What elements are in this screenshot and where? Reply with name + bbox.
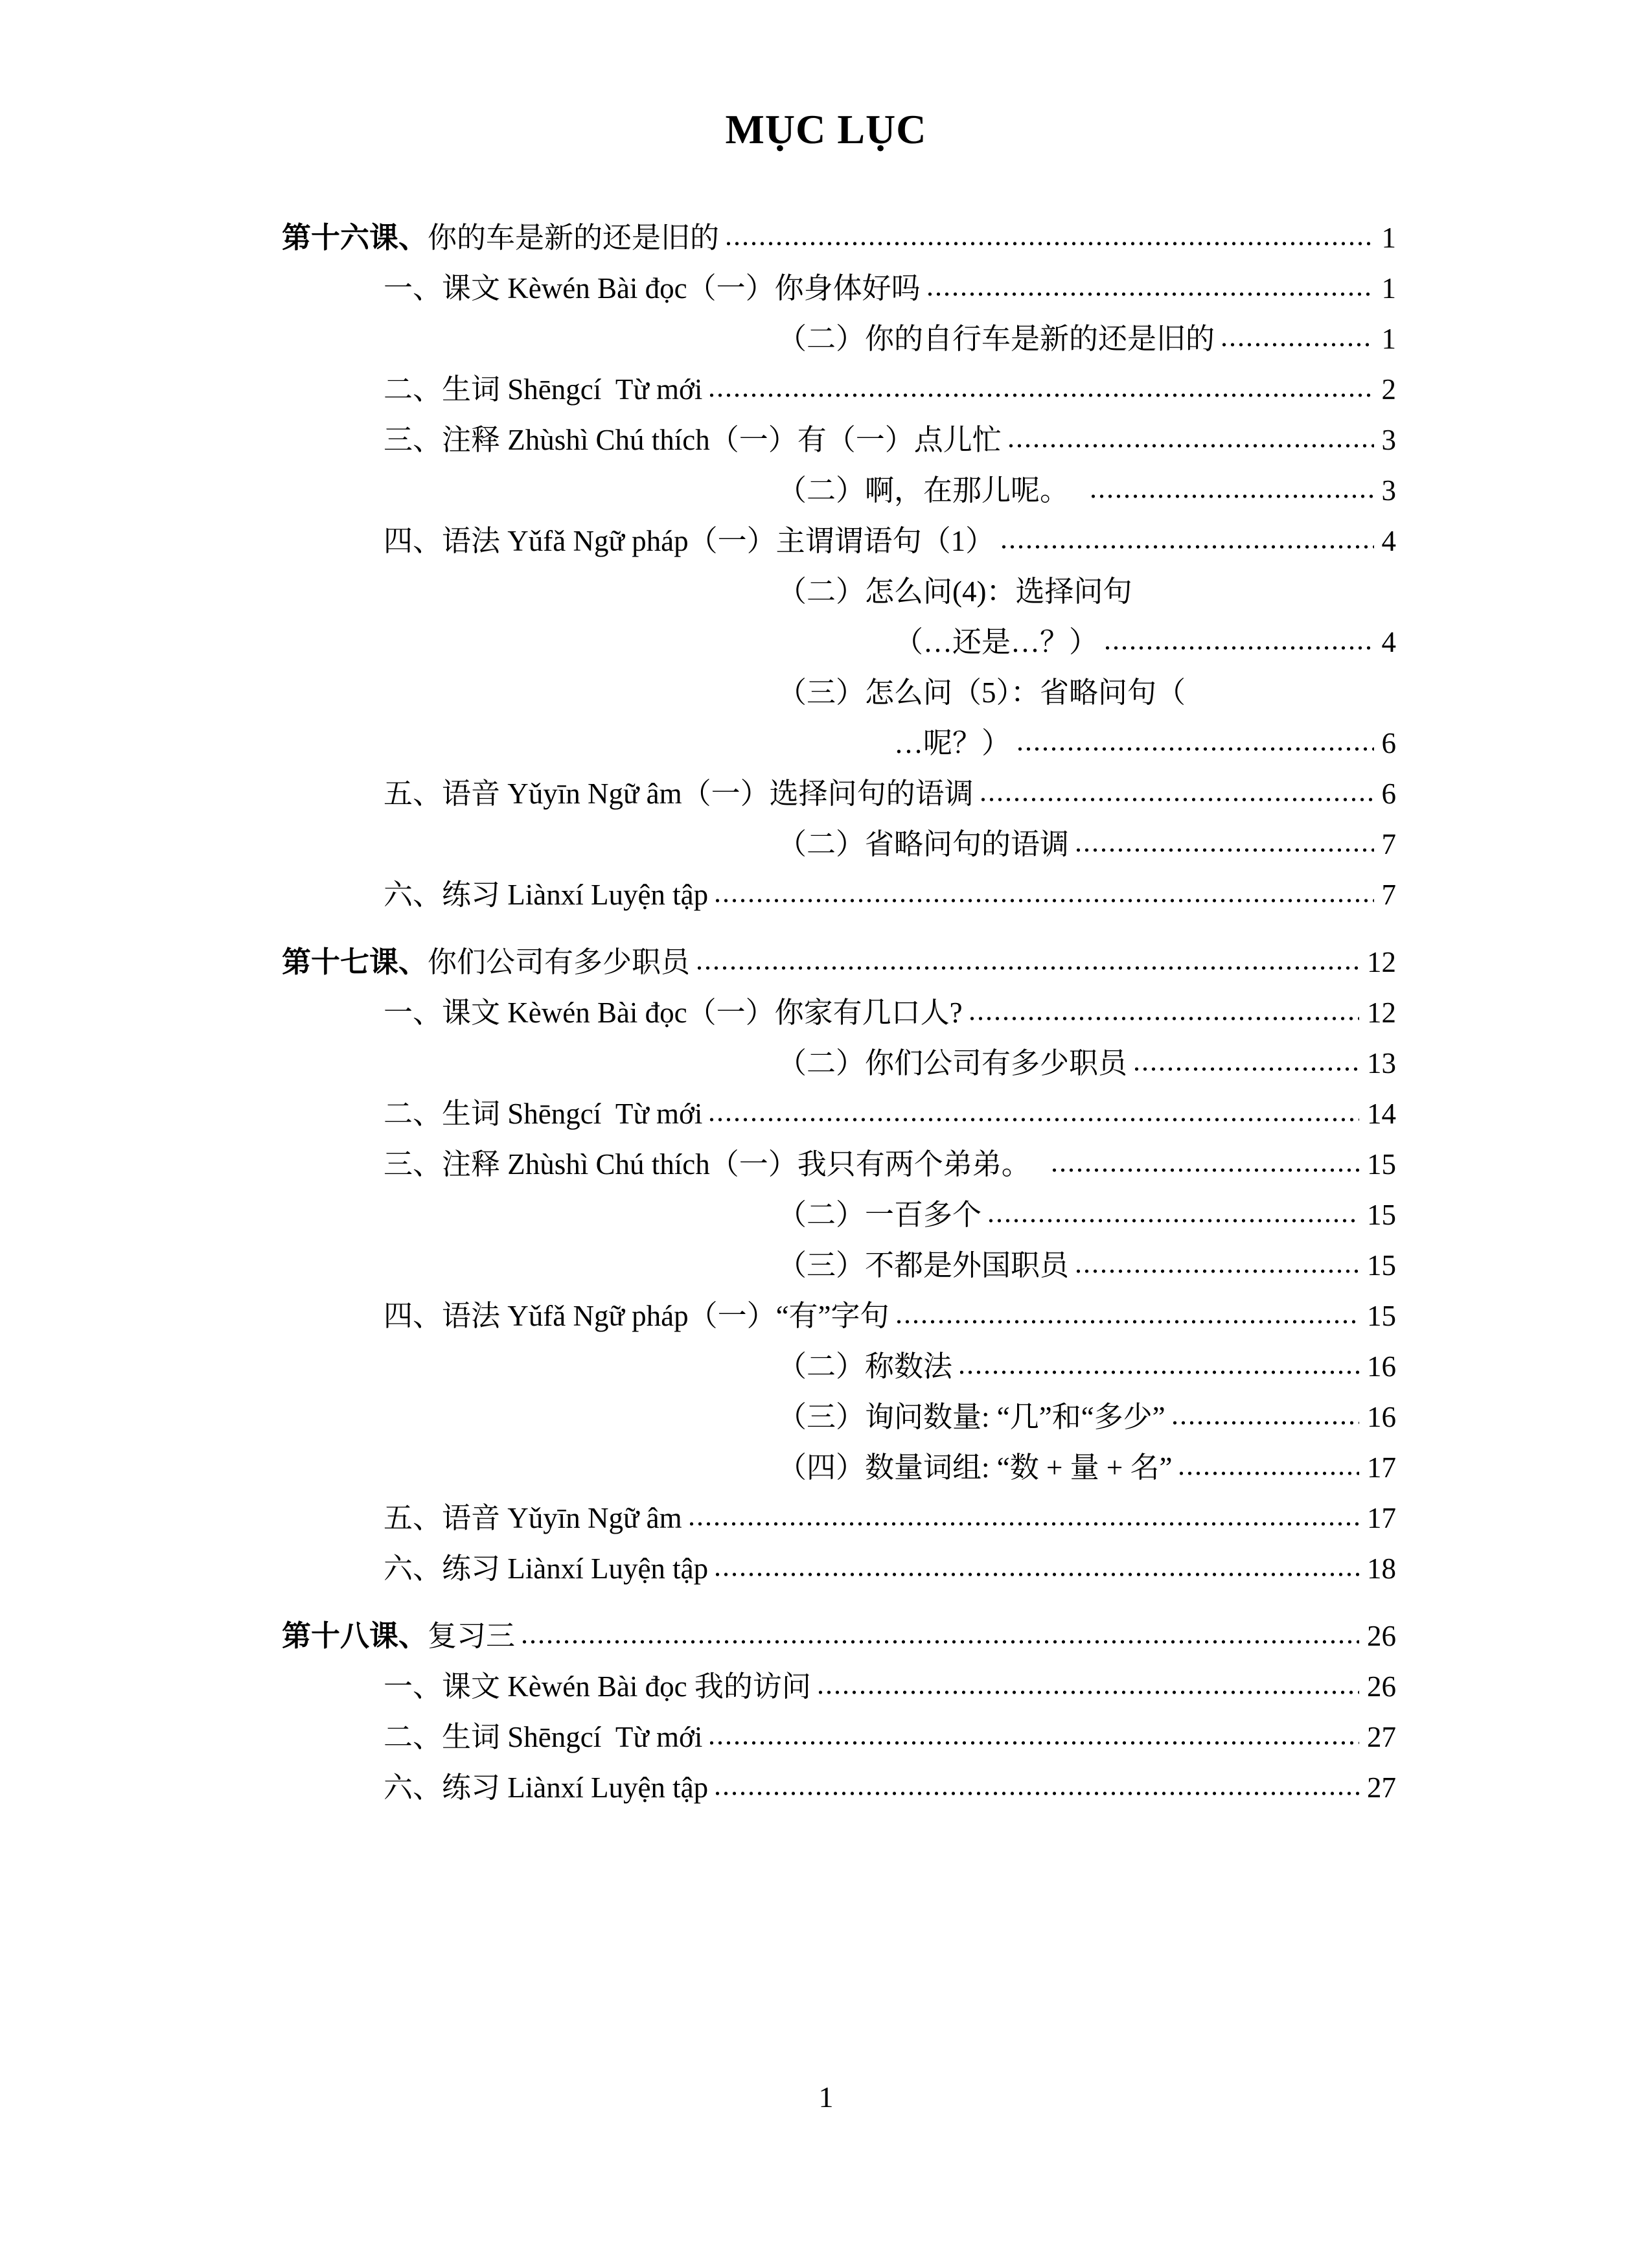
toc-entry-text: 四、语法 Yǔfǎ Ngữ pháp（一）主谓谓语句（1） [384, 525, 995, 557]
toc-entry-text: 二、生词 Shēngcí Từ mới [384, 373, 703, 406]
dot-leader [1050, 1168, 1359, 1174]
toc-entry-text: 复习三 [428, 1620, 516, 1652]
toc-entry-row [0, 1442, 1652, 1493]
toc-entry-text: 你的车是新的还是旧的 [428, 222, 720, 254]
toc-entry-row [0, 1190, 1652, 1240]
dot-leader [713, 1572, 1359, 1578]
toc-entry-row [0, 1139, 1652, 1190]
toc-entry-row [0, 1543, 1652, 1594]
toc-entry-row [0, 415, 1652, 465]
toc-entry-row [0, 1089, 1652, 1139]
toc-entry-row [0, 516, 1652, 566]
dot-leader [1220, 342, 1373, 349]
dot-leader [713, 898, 1373, 905]
toc-entry-row [0, 819, 1652, 870]
toc-page-number: 3 [1381, 424, 1396, 456]
toc-entry-row [0, 987, 1652, 1038]
toc-entry-text: （二）你们公司有多少职员 [777, 1047, 1128, 1079]
toc-page-number: 6 [1381, 727, 1396, 759]
dot-leader [707, 1740, 1359, 1747]
toc-entry-text: 六、练习 Liànxí Luyện tập [384, 1771, 709, 1804]
toc-entry-text: 一、课文 Kèwén Bài đọc 我的访问 [384, 1670, 811, 1703]
dot-leader [926, 292, 1374, 298]
dot-leader [816, 1690, 1359, 1696]
toc-entry-text: 你们公司有多少职员 [428, 946, 691, 978]
toc-page-number: 1 [1381, 272, 1396, 305]
toc-entry-text: （四）数量词组: “数 + 量 + 名” [777, 1451, 1173, 1484]
footer-page-number: 1 [818, 2080, 834, 2114]
toc-entry-row [0, 1661, 1652, 1712]
toc-entry-text: （二）省略问句的语调 [777, 828, 1070, 860]
dot-leader [1103, 645, 1373, 652]
toc-entry-text: （二）一百多个 [777, 1199, 982, 1231]
dot-leader [1074, 1269, 1359, 1275]
toc-entry-row [0, 1240, 1652, 1291]
toc-entry-text: …呢？） [894, 727, 1011, 759]
toc-entry-row [0, 617, 1652, 667]
toc-page-number: 27 [1367, 1771, 1396, 1804]
toc-entry-row [0, 566, 1652, 617]
table-of-contents [0, 213, 1652, 1813]
toc-entry-row [0, 1392, 1652, 1442]
toc-entry-text: （三）怎么问（5）：省略问句（ [777, 676, 1186, 709]
dot-leader [979, 797, 1374, 803]
page-title: MỤC LỤC [725, 106, 927, 152]
toc-chapter-row [0, 213, 1652, 263]
toc-entry-text: 六、练习 Liànxí Luyện tập [384, 1552, 709, 1585]
dot-leader [713, 1791, 1359, 1797]
toc-page-number: 4 [1381, 525, 1396, 557]
dot-leader [520, 1639, 1359, 1646]
toc-page-number: 12 [1367, 946, 1396, 978]
dot-leader [1007, 443, 1374, 450]
toc-page-number: 15 [1367, 1300, 1396, 1332]
toc-page-number: 1 [1381, 323, 1396, 355]
toc-page-number: 4 [1381, 626, 1396, 658]
toc-page-number: 14 [1367, 1098, 1396, 1130]
toc-entry-text: 一、课文 Kèwén Bài đọc（一）你家有几口人? [384, 997, 963, 1029]
toc-entry-row [0, 870, 1652, 920]
toc-chapter-row [0, 937, 1652, 987]
toc-page-number: 16 [1367, 1401, 1396, 1433]
toc-entry-row [0, 718, 1652, 768]
toc-page-number: 26 [1367, 1620, 1396, 1652]
toc-page-number: 1 [1381, 222, 1396, 254]
toc-entry-row [0, 1038, 1652, 1089]
toc-page-number: 7 [1381, 879, 1396, 911]
toc-entry-row [0, 1712, 1652, 1762]
dot-leader [724, 241, 1373, 248]
toc-entry-text: 二、生词 Shēngcí Từ mới [384, 1721, 703, 1753]
toc-entry-text: 五、语音 Yǔyīn Ngữ âm [384, 1502, 682, 1534]
dot-leader [1177, 1471, 1359, 1477]
toc-page-number: 12 [1367, 997, 1396, 1029]
dot-leader [1074, 847, 1373, 854]
toc-entry-row [0, 1762, 1652, 1813]
dot-leader [1132, 1066, 1359, 1073]
toc-page-number: 6 [1381, 778, 1396, 810]
dot-leader [707, 1117, 1359, 1124]
toc-entry-text: （三）不都是外国职员 [777, 1249, 1070, 1282]
toc-page-number: 7 [1381, 828, 1396, 860]
toc-entry-text: 三、注释 Zhùshì Chú thích（一）我只有两个弟弟。 [384, 1148, 1046, 1181]
toc-chapter-row [0, 1611, 1652, 1661]
chapter-label: 第十六课、 [282, 222, 428, 254]
toc-page-number: 16 [1367, 1350, 1396, 1383]
toc-entry-row [0, 465, 1652, 516]
dot-leader [968, 1016, 1359, 1022]
toc-page-number: 2 [1381, 373, 1396, 406]
chapter-label: 第十八课、 [282, 1620, 428, 1652]
toc-page [0, 106, 1652, 2247]
toc-page-number: 26 [1367, 1670, 1396, 1703]
toc-entry-text: （二）啊，在那儿呢。 [777, 474, 1084, 507]
toc-entry-text: 三、注释 Zhùshì Chú thích（一）有（一）点儿忙 [384, 424, 1002, 456]
toc-page-number: 17 [1367, 1502, 1396, 1534]
toc-entry-text: （二）怎么问(4)：选择问句 [777, 575, 1132, 608]
toc-entry-row [0, 263, 1652, 314]
dot-leader [1089, 494, 1374, 500]
toc-entry-text: 六、练习 Liànxí Luyện tập [384, 879, 709, 911]
toc-entry-row [0, 1291, 1652, 1341]
toc-entry-row [0, 1493, 1652, 1543]
toc-entry-text: 一、课文 Kèwén Bài đọc（一）你身体好吗 [384, 272, 921, 305]
dot-leader [1000, 544, 1373, 551]
dot-leader [895, 1319, 1359, 1326]
dot-leader [958, 1370, 1359, 1376]
toc-entry-text: 四、语法 Yǔfǎ Ngữ pháp（一）“有”字句 [384, 1300, 889, 1332]
toc-page-number: 18 [1367, 1552, 1396, 1585]
toc-page-number: 13 [1367, 1047, 1396, 1079]
toc-entry-text: （二）称数法 [777, 1350, 953, 1383]
toc-entry-row [0, 768, 1652, 819]
dot-leader [1186, 696, 1396, 702]
toc-page-number: 27 [1367, 1721, 1396, 1753]
toc-entry-row [0, 364, 1652, 415]
toc-entry-text: 五、语音 Yǔyīn Ngữ âm（一）选择问句的语调 [384, 778, 974, 810]
chapter-label: 第十七课、 [282, 946, 428, 978]
toc-entry-text: （二）你的自行车是新的还是旧的 [777, 323, 1215, 355]
toc-entry-row [0, 1341, 1652, 1392]
toc-page-number: 3 [1381, 474, 1396, 507]
toc-entry-row [0, 314, 1652, 364]
toc-entry-row [0, 667, 1652, 718]
dot-leader [1171, 1420, 1359, 1427]
dot-leader [695, 965, 1359, 972]
toc-page-number: 17 [1367, 1451, 1396, 1484]
dot-leader [987, 1218, 1359, 1225]
dot-leader [1016, 746, 1373, 753]
dot-leader [687, 1521, 1359, 1528]
toc-entry-text: 二、生词 Shēngcí Từ mới [384, 1098, 703, 1130]
dot-leader [707, 393, 1373, 399]
toc-entry-text: （三）询问数量: “几”和“多少” [777, 1401, 1165, 1433]
toc-page-number: 15 [1367, 1249, 1396, 1282]
toc-page-number: 15 [1367, 1199, 1396, 1231]
toc-entry-text: （…还是…？） [894, 626, 1099, 658]
dot-leader [1132, 595, 1396, 601]
toc-page-number: 15 [1367, 1148, 1396, 1181]
